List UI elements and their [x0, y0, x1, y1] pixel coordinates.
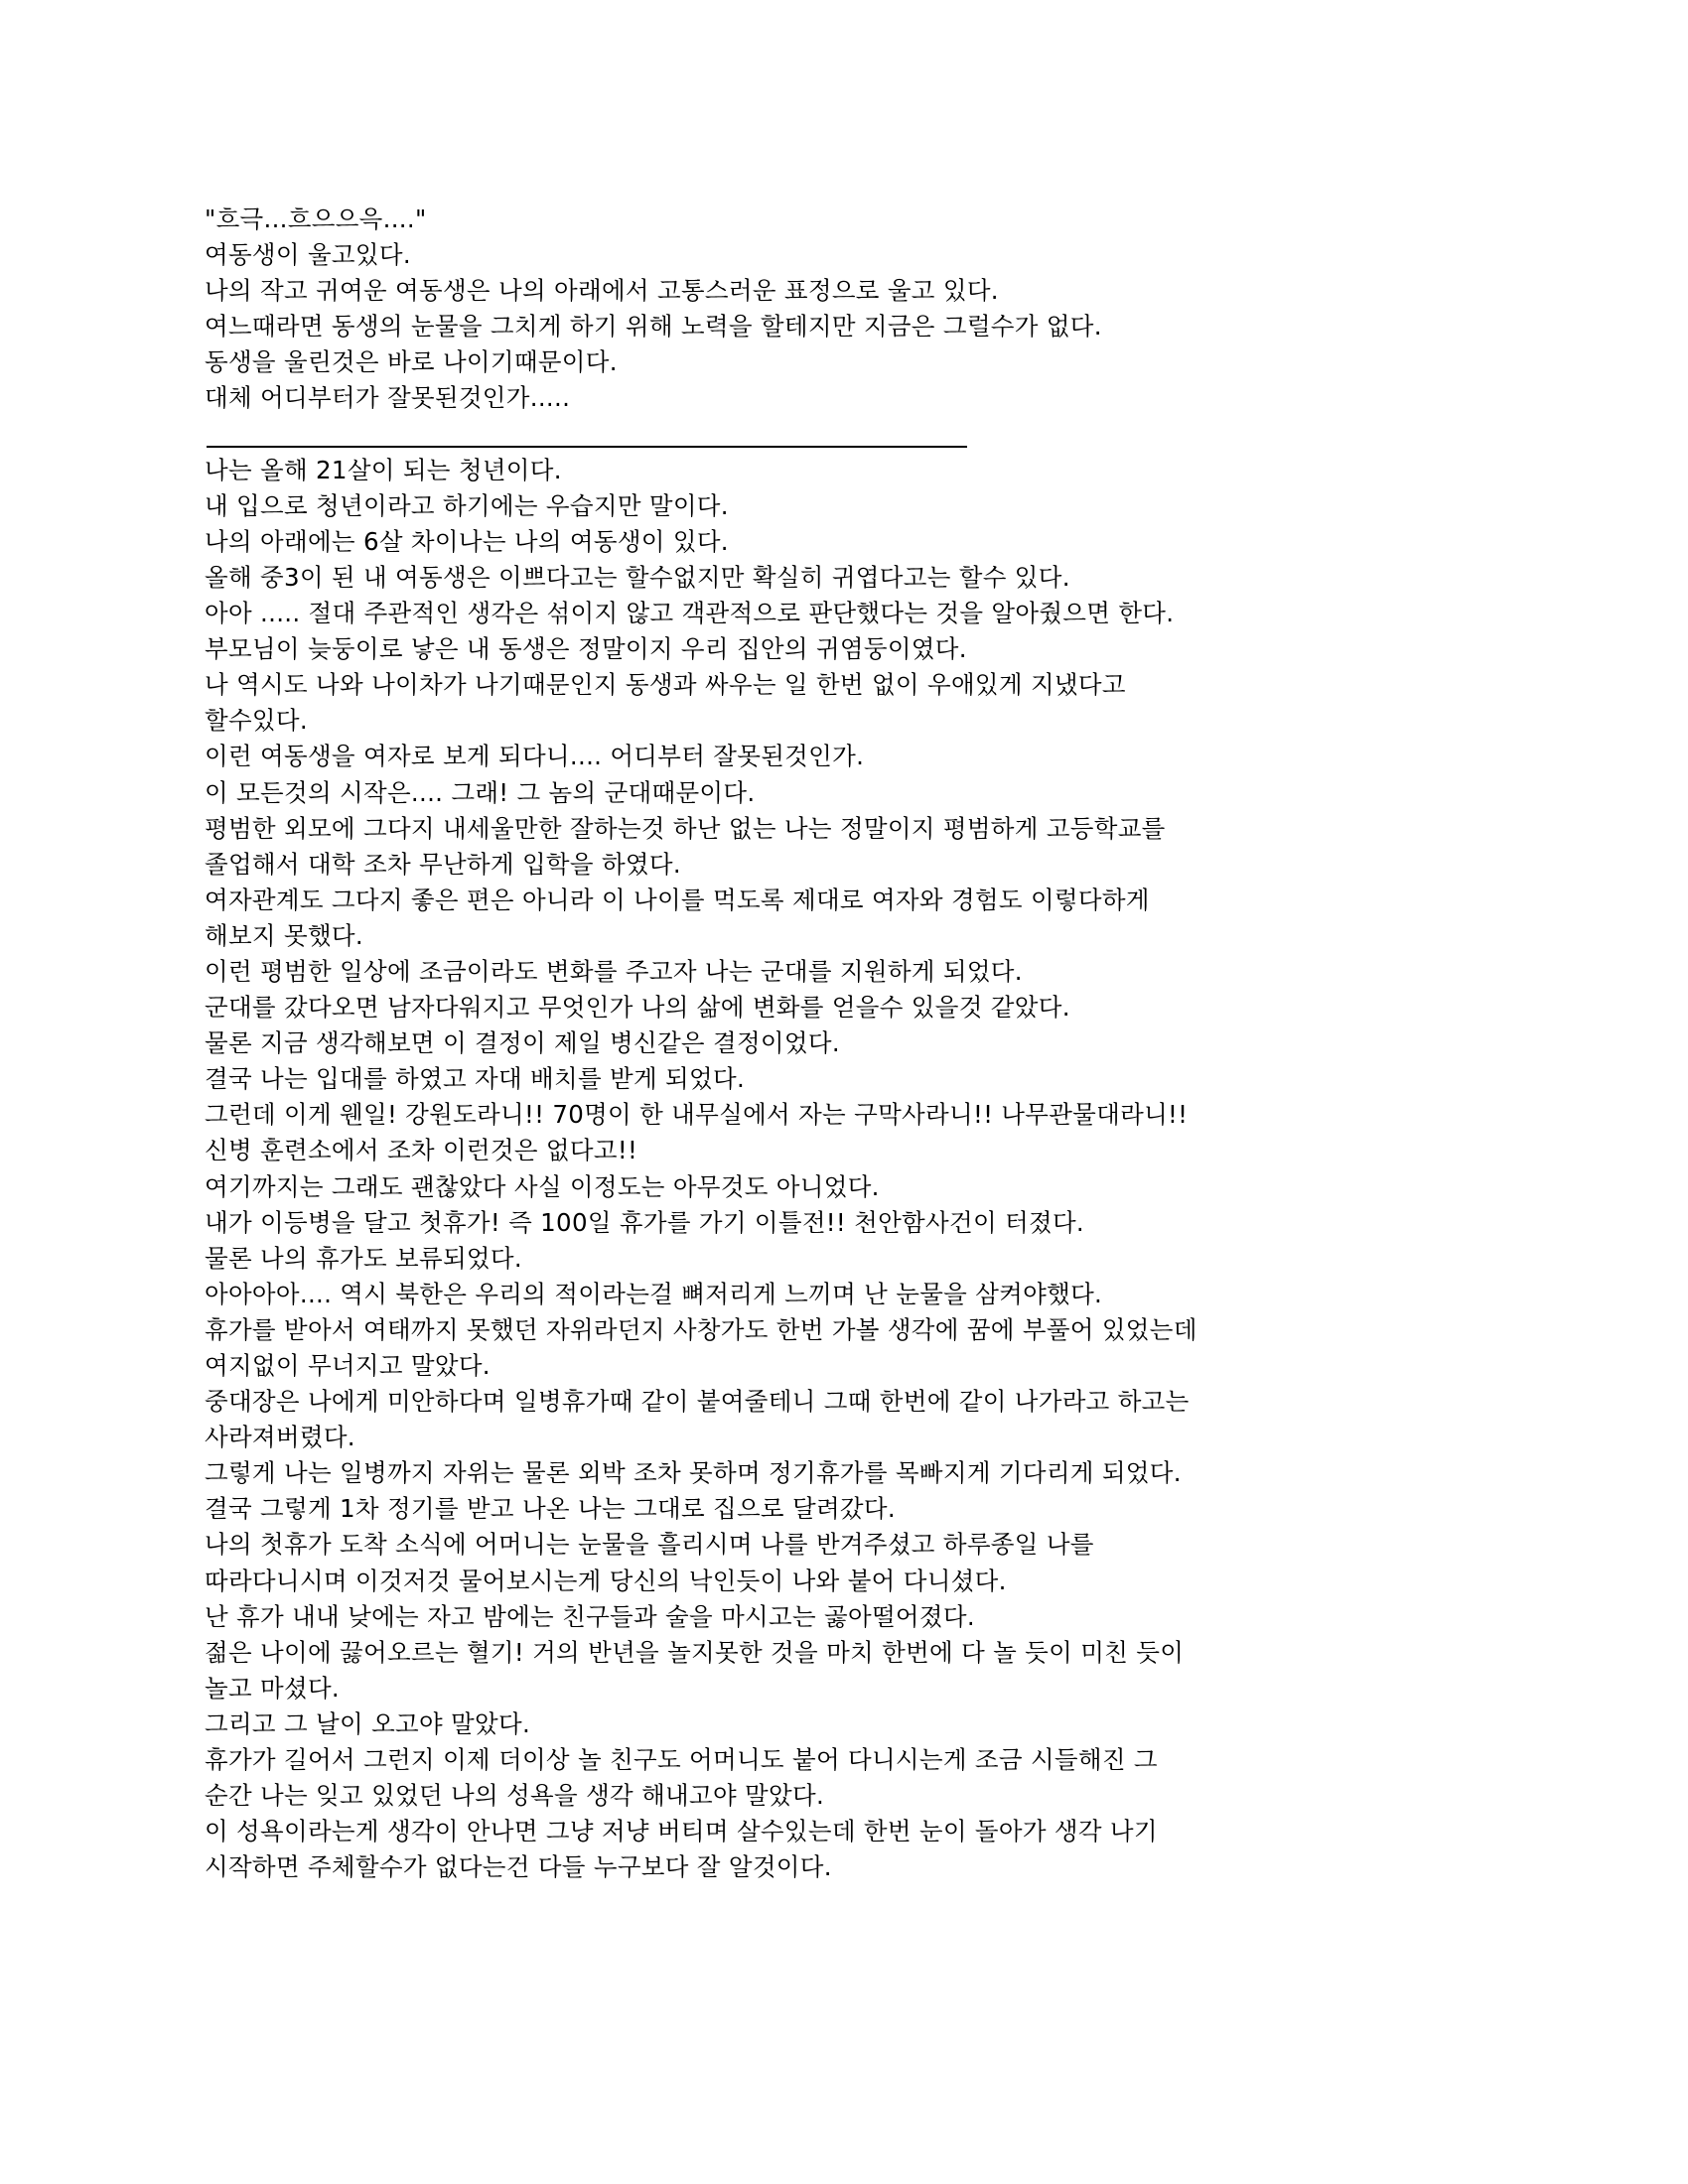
- text-line: 여동생이 울고있다.: [205, 240, 411, 270]
- text-line: 아아 ..... 절대 주관적인 생각은 섞이지 않고 객관적으로 판단했다는 것을 알아줬으면 한다.: [205, 599, 1175, 628]
- text-line: 따라다니시며 이것저것 물어보시는게 당신의 낙인듯이 나와 붙어 다니셨다.: [205, 1566, 1007, 1595]
- text-line: "흐극...흐으으윽....": [205, 205, 427, 233]
- text-line: 휴가를 받아서 여태까지 못했던 자위라던지 사창가도 한번 가볼 생각에 꿈에 부풀어 있었는데: [205, 1314, 1197, 1344]
- text-line: 결국 그렇게 1차 정기를 받고 나온 나는 그대로 집으로 달려갔다.: [205, 1494, 896, 1524]
- text-line: 휴가가 길어서 그런지 이제 더이상 놀 친구도 어머니도 붙어 다니시는게 조금 시들해진 그: [205, 1745, 1158, 1775]
- text-line: 이런 여동생을 여자로 보게 되다니.... 어디부터 잘못된것인가.: [205, 742, 865, 771]
- text-line: 할수있다.: [205, 706, 308, 736]
- text-line: 해보지 못했다.: [205, 920, 363, 950]
- text-line: 부모님이 늦둥이로 낳은 내 동생은 정말이지 우리 집안의 귀염둥이였다.: [205, 634, 967, 664]
- text-line: 그렇게 나는 일병까지 자위는 물론 외박 조차 못하며 정기휴가를 목빠지게 기다리게 되었다.: [205, 1458, 1182, 1488]
- text-line: 신병 훈련소에서 조차 이런것은 없다고!!: [205, 1136, 638, 1165]
- text-line: 나는 올해 21살이 되는 청년이다.: [205, 455, 562, 484]
- text-line: 나 역시도 나와 나이차가 나기때문인지 동생과 싸우는 일 한번 없이 우애있게 지냈다고: [205, 670, 1126, 700]
- text-line: 젊은 나이에 끓어오르는 혈기! 거의 반년을 놀지못한 것을 마치 한번에 다 놀 듯이 미친 듯이: [205, 1637, 1185, 1667]
- document-body: [205, 202, 1495, 1885]
- text-line: 아아아아.... 역시 북한은 우리의 적이라는걸 뼈저리게 느끼며 난 눈물을 삼켜야했다.: [205, 1279, 1103, 1308]
- text-line: 올해 중3이 된 내 여동생은 이쁘다고는 할수없지만 확실히 귀엽다고는 할수 있다.: [205, 562, 1070, 592]
- text-line: 놀고 마셨다.: [205, 1673, 341, 1703]
- text-line: 물론 지금 생각해보면 이 결정이 제일 병신같은 결정이었다.: [205, 1028, 840, 1058]
- text-line: 중대장은 나에게 미안하다며 일병휴가때 같이 붙여줄테니 그때 한번에 같이 나가라고 하고는: [205, 1387, 1190, 1417]
- text-line: 내가 이등병을 달고 첫휴가! 즉 100일 휴가를 가기 이틀전!! 천안함사건이 터졌다.: [205, 1207, 1085, 1237]
- text-line: 시작하면 주체할수가 없다는건 다들 누구보다 잘 알것이다.: [205, 1852, 832, 1882]
- text-line: 여지없이 무너지고 말았다.: [205, 1351, 491, 1380]
- text-line: 순간 나는 잊고 있었던 나의 성욕을 생각 해내고야 말았다.: [205, 1781, 825, 1811]
- text-line: 군대를 갔다오면 남자다워지고 무엇인가 나의 삶에 변화를 얻을수 있을것 같았다.: [205, 993, 1070, 1023]
- text-line: 졸업해서 대학 조차 무난하게 입학을 하였다.: [205, 849, 681, 879]
- section-divider: [205, 417, 1495, 453]
- text-line: 여자관계도 그다지 좋은 편은 아니라 이 나이를 먹도록 제대로 여자와 경험도 이렇다하게: [205, 885, 1150, 914]
- text-line: 대체 어디부터가 잘못된것인가.....: [205, 383, 571, 413]
- text-line: 여기까지는 그래도 괜찮았다 사실 이정도는 아무것도 아니었다.: [205, 1171, 880, 1201]
- text-line: 그리고 그 날이 오고야 말았다.: [205, 1708, 531, 1738]
- text-line: 결국 나는 입대를 하였고 자대 배치를 받게 되었다.: [205, 1064, 746, 1094]
- text-line: 동생을 울린것은 바로 나이기때문이다.: [205, 347, 618, 377]
- text-line: 나의 작고 귀여운 여동생은 나의 아래에서 고통스러운 표정으로 울고 있다.: [205, 276, 999, 306]
- text-line: 이 성욕이라는게 생각이 안나면 그냥 저냥 버티며 살수있는데 한번 눈이 돌아가 생각 나기: [205, 1817, 1158, 1846]
- text-line: 사라져버렸다.: [205, 1423, 355, 1452]
- text-line: 난 휴가 내내 낮에는 자고 밤에는 친구들과 술을 마시고는 곯아떨어졌다.: [205, 1601, 975, 1631]
- text-line: 이 모든것의 시작은.... 그래! 그 놈의 군대때문이다.: [205, 777, 756, 807]
- text-line: 나의 아래에는 6살 차이나는 나의 여동생이 있다.: [205, 526, 729, 556]
- text-line: 이런 평범한 일상에 조금이라도 변화를 주고자 나는 군대를 지원하게 되었다.: [205, 956, 1023, 986]
- text-line: 내 입으로 청년이라고 하기에는 우습지만 말이다.: [205, 490, 729, 520]
- text-line: 평범한 외모에 그다지 내세울만한 잘하는것 하난 없는 나는 정말이지 평범하게 고등학교를: [205, 813, 1166, 843]
- text-line: 물론 나의 휴가도 보류되었다.: [205, 1243, 522, 1273]
- text-line: 나의 첫휴가 도착 소식에 어머니는 눈물을 흘리시며 나를 반겨주셨고 하루종일 나를: [205, 1530, 1094, 1560]
- text-line: 그런데 이게 웬일! 강원도라니!! 70명이 한 내무실에서 자는 구막사라니!! 나무관물대라니!!: [205, 1100, 1189, 1130]
- text-line: 여느때라면 동생의 눈물을 그치게 하기 위해 노력을 할테지만 지금은 그럴수가 없다.: [205, 312, 1102, 341]
